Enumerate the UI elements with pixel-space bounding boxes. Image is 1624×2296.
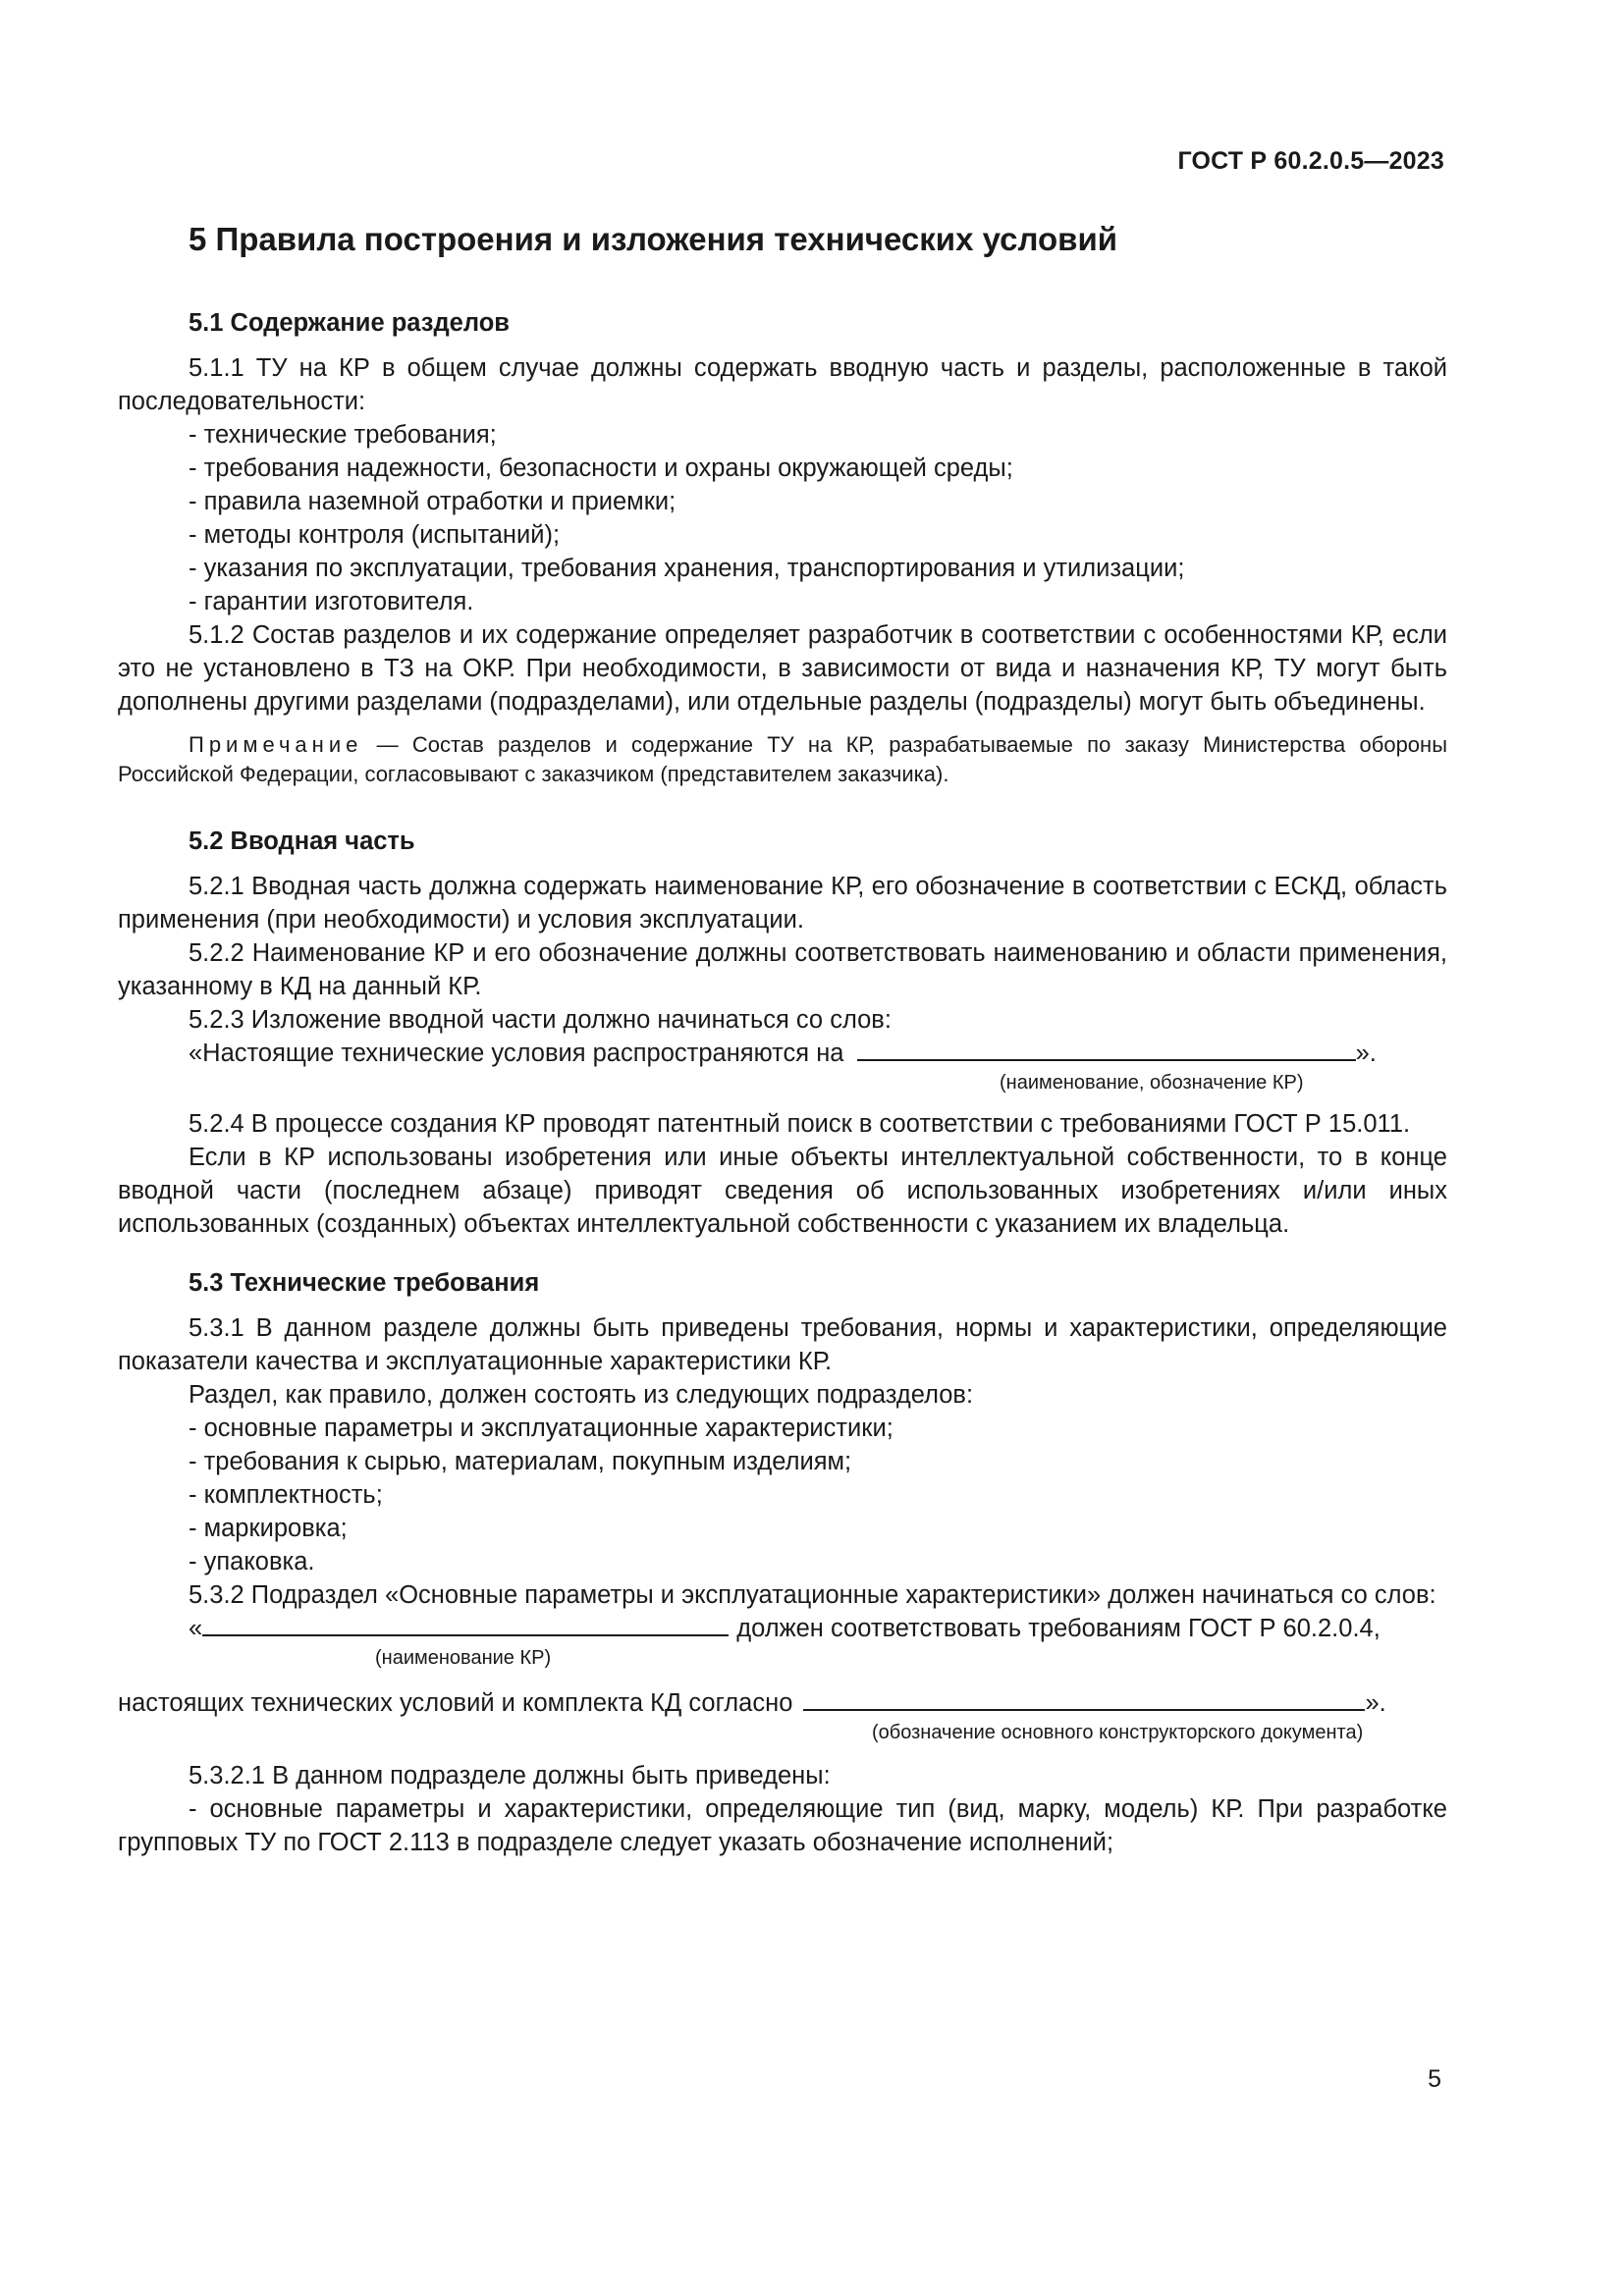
form-caption: (наименование, обозначение КР) <box>1000 1072 1304 1094</box>
form-open-quote: « <box>189 1615 203 1642</box>
form-text: «Настоящие технические условия распространяются на <box>189 1040 844 1067</box>
list-item: - гарантии изготовителя. <box>189 588 474 615</box>
paragraph-5-2-1: 5.2.1 Вводная часть должна содержать наименование КР, его обозначение в соответствии с ЕСКД, область применения (при необходимости) и условия эксплуатации. <box>118 873 1447 934</box>
subsection-title-5-2: 5.2 Вводная часть <box>189 828 415 855</box>
paragraph-5-3-2: 5.3.2 Подраздел «Основные параметры и эксплуатационные характеристики» должен начинаться со слов: <box>189 1581 1436 1609</box>
list-item: - маркировка; <box>189 1515 348 1542</box>
form-text: должен соответствовать требованиям ГОСТ Р 60.2.0.4, <box>736 1615 1380 1642</box>
blank-line <box>803 1687 1365 1711</box>
form-text: настоящих технических условий и комплекта КД согласно <box>118 1689 793 1717</box>
form-caption: (наименование КР) <box>375 1647 552 1669</box>
list-item: - правила наземной отработки и приемки; <box>189 488 677 515</box>
blank-line <box>857 1038 1356 1061</box>
list-item: - упаковка. <box>189 1548 315 1575</box>
paragraph-5-3-1: 5.3.1 В данном разделе должны быть приведены требования, нормы и характеристики, определяющие показатели качества и эксплуатационные характеристики КР. <box>118 1314 1447 1375</box>
note <box>118 730 1447 789</box>
blank-line <box>202 1613 729 1636</box>
subsection-title-5-1: 5.1 Содержание разделов <box>189 309 510 337</box>
paragraph-5-2-3: 5.2.3 Изложение вводной части должно начинаться со слов: <box>189 1006 892 1034</box>
list-item: - комплектность; <box>189 1481 383 1509</box>
form-end: ». <box>1365 1689 1386 1717</box>
list-item: - технические требования; <box>189 421 497 449</box>
paragraph-5-1-1: 5.1.1 ТУ на КР в общем случае должны содержать вводную часть и разделы, расположенные в такой последовательности: <box>118 354 1447 415</box>
note-text: — Состав разделов и содержание ТУ на КР, разрабатываемые по заказу Министерства обороны Российской Федерации, согласовывают с заказчиком (представителем заказчика). <box>118 732 1447 786</box>
form-caption: (обозначение основного конструкторского документа) <box>872 1722 1364 1743</box>
paragraph-5-2-4: 5.2.4 В процессе создания КР проводят патентный поиск в соответствии с требованиями ГОСТ Р 15.011. <box>189 1110 1411 1138</box>
list-item: - указания по эксплуатации, требования хранения, транспортирования и утилизации; <box>189 555 1185 582</box>
paragraph-5-2-2: 5.2.2 Наименование КР и его обозначение должны соответствовать наименованию и области применения, указанному в КД на данный КР. <box>118 939 1447 1000</box>
form-end: ». <box>1355 1040 1377 1067</box>
form-line-params <box>118 1612 1447 1645</box>
paragraph-5-2-4-b: Если в КР использованы изобретения или иные объекты интеллектуальной собственности, то в конце вводной части (последнем абзаце) приводят сведения об использованных изобретениях и/или иных использованных (созданных) объектах интеллектуальной собственности с указанием их владельца. <box>118 1144 1447 1238</box>
standard-code: ГОСТ Р 60.2.0.5—2023 <box>1177 147 1444 175</box>
paragraph-5-1-2: 5.1.2 Состав разделов и их содержание определяет разработчик в соответствии с особенностями КР, если это не установлено в ТЗ на ОКР. При необходимости, в зависимости от вида и назначения КР, ТУ могут быть дополнены другими разделами (подразделами), или отдельные разделы (подразделы) могут быть объединены. <box>118 621 1447 716</box>
form-line-kd <box>118 1686 1447 1720</box>
section-title: 5 Правила построения и изложения технических условий <box>189 221 1118 257</box>
list-item: - требования к сырью, материалам, покупным изделиям; <box>189 1448 852 1475</box>
subsection-title-5-3: 5.3 Технические требования <box>189 1269 540 1297</box>
paragraph-5-3-1-b: Раздел, как правило, должен состоять из следующих подразделов: <box>189 1381 974 1409</box>
paragraph-5-3-2-1-item: - основные параметры и характеристики, определяющие тип (вид, марку, модель) КР. При разработке групповых ТУ по ГОСТ 2.113 в подразделе следует указать обозначение исполнений; <box>118 1795 1447 1856</box>
page-number: 5 <box>1428 2065 1441 2093</box>
list-item: - требования надежности, безопасности и охраны окружающей среды; <box>189 454 1013 482</box>
paragraph-5-3-2-1: 5.3.2.1 В данном подразделе должны быть приведены: <box>189 1762 831 1789</box>
list-item: - основные параметры и эксплуатационные характеристики; <box>189 1415 893 1442</box>
page-content <box>118 218 1447 1859</box>
form-line-intro <box>118 1037 1447 1070</box>
list-item: - методы контроля (испытаний); <box>189 521 561 549</box>
note-label: Примечание <box>189 732 363 757</box>
